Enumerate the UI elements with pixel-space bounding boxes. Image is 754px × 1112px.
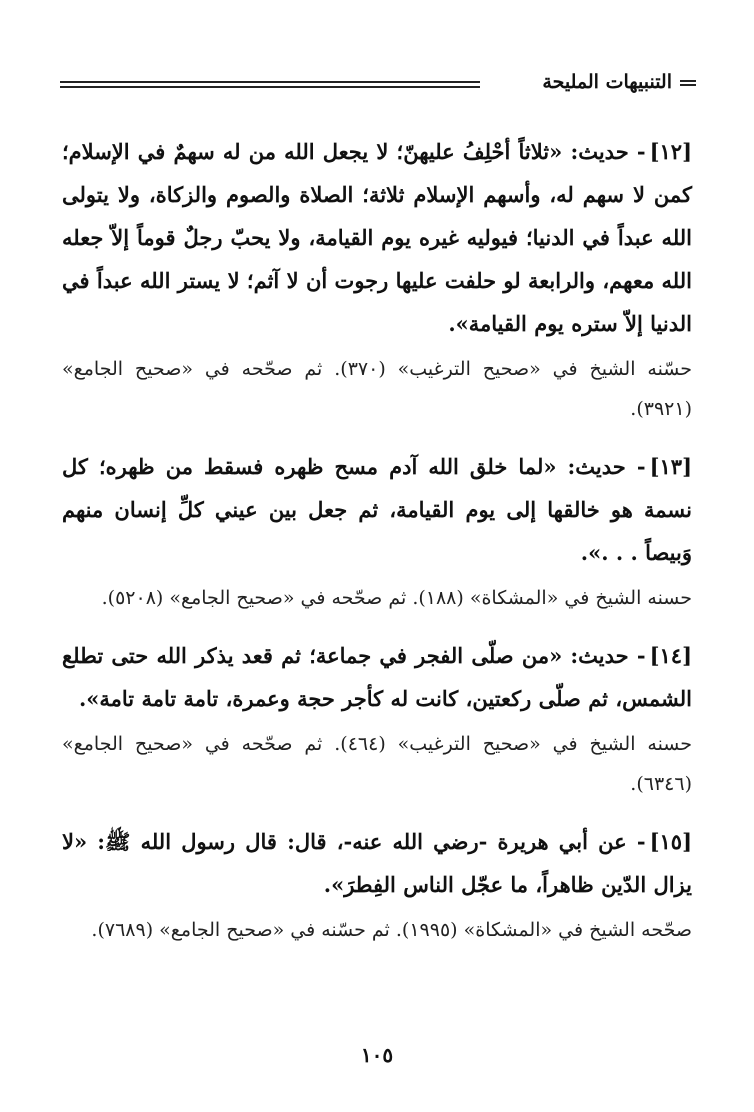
header-rule	[60, 81, 480, 83]
header-dash	[680, 80, 696, 82]
header-title: التنبيهات المليحة	[542, 71, 672, 93]
page-content	[62, 130, 692, 966]
hadith-text	[62, 445, 692, 574]
hadith-text	[62, 634, 692, 720]
hadith-text	[62, 130, 692, 345]
hadith-body: - عن أبي هريرة -رضي الله عنه-، قال: قال رسول الله ﷺ: «لا يزال الدّين ظاهراً، ما عجّل الناس الفِطرَ».	[62, 829, 692, 897]
hadith-entry-13	[62, 445, 692, 618]
hadith-entry-15	[62, 820, 692, 950]
page-number: ١٠٥	[360, 1043, 394, 1067]
hadith-entry-12	[62, 130, 692, 429]
hadith-grading: حسنه الشيخ في «المشكاة» (١٨٨). ثم صحّحه في «صحيح الجامع» (٥٢٠٨).	[101, 587, 692, 609]
hadith-grading: صحّحه الشيخ في «المشكاة» (١٩٩٥). ثم حسّنه في «صحيح الجامع» (٧٦٨٩).	[91, 919, 692, 941]
hadith-body: - حديث: «لما خلق الله آدم مسح ظهره فسقط من ظهره؛ كل نسمة هو خالقها إلى يوم القيامة، ثم جعل بين عيني كلِّ إنسان منهم وَبيصاً . . .».	[62, 454, 692, 565]
header-rule	[60, 86, 480, 88]
hadith-number: [١٣]	[649, 454, 692, 479]
hadith-grading: حسّنه الشيخ في «صحيح الترغيب» (٣٧٠). ثم صحّحه في «صحيح الجامع» (٣٩٢١).	[62, 358, 692, 420]
hadith-number: [١٥]	[649, 829, 692, 854]
running-header	[60, 70, 696, 94]
hadith-entry-14	[62, 634, 692, 804]
hadith-number: [١٤]	[649, 643, 692, 668]
hadith-grading: حسنه الشيخ في «صحيح الترغيب» (٤٦٤). ثم صحّحه في «صحيح الجامع» (٦٣٤٦).	[62, 733, 692, 795]
hadith-body: - حديث: «من صلّى الفجر في جماعة؛ ثم قعد يذكر الله حتى تطلع الشمس، ثم صلّى ركعتين، كانت له كأجر حجة وعمرة، تامة تامة تامة».	[62, 643, 692, 711]
header-dash	[680, 84, 696, 86]
hadith-text	[62, 820, 692, 906]
hadith-body: - حديث: «ثلاثاً أحْلِفُ عليهنّ؛ لا يجعل الله من له سهمٌ في الإسلام؛ كمن لا سهم له، وأسهم الإسلام ثلاثة؛ الصلاة والصوم والزكاة، ولا يتولى الله عبداً في الدنيا؛ فيوليه غيره يوم القيامة، ولا يحبّ رجلٌ قوماً إلاّ جعله الله معهم، والرابعة لو حلفت عليها رجوت أن لا آثم؛ لا يستر الله عبداً في الدنيا إلاّ ستره يوم القيامة».	[62, 139, 692, 336]
hadith-number: [١٢]	[649, 139, 692, 164]
